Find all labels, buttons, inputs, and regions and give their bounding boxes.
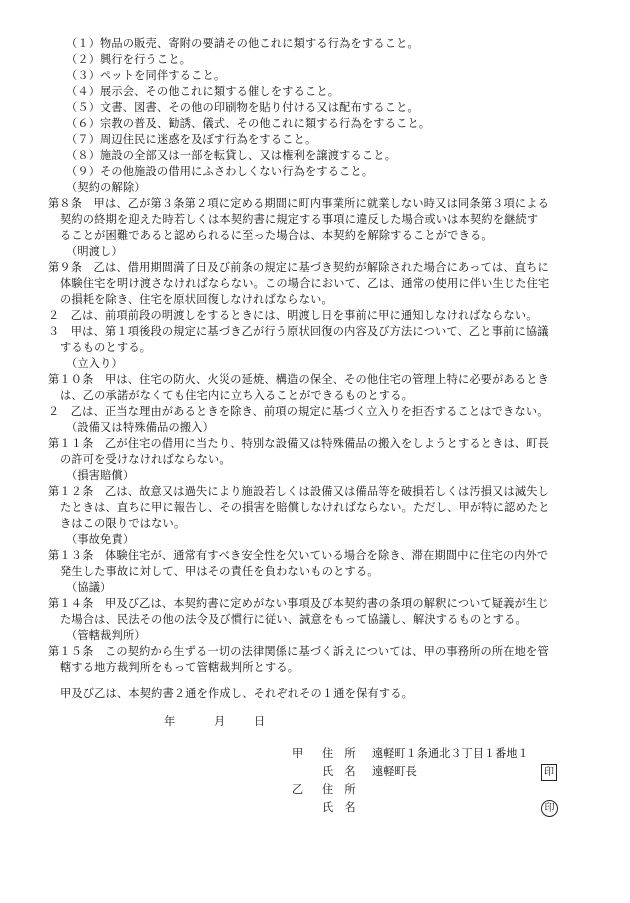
seal-square-icon: 印 [541, 764, 557, 781]
address-label: 住 所 [322, 783, 356, 796]
date-month: 月 [214, 715, 226, 728]
article-line: 第１２条 乙は、故意又は過失により施設若しくは設備又は備品等を破損若しくは汚損又は滅失し [48, 485, 550, 498]
list-item: （９）その他施設の借用にふさわしくない行為をすること。 [66, 165, 374, 178]
article-line: 轄する地方裁判所をもって管轄裁判所とする。 [60, 661, 300, 674]
list-item: （４）展示会、その他これに類する催しをすること。 [66, 85, 340, 98]
address-label: 住 所 [322, 747, 356, 760]
list-item: （８）施設の全部又は一部を転貸し、又は権利を譲渡すること。 [66, 149, 397, 162]
list-item: （６）宗教の普及、勧誘、儀式、その他これに類する行為をすること。 [66, 117, 431, 130]
list-item: （７）周辺住民に迷惑を及ぼす行為をすること。 [66, 133, 317, 146]
article-line: ることが困難であると認められるに至った場合は、本契約を解除することができる。 [60, 229, 493, 242]
article-line: 第１３条 体験住宅が、通常有すべき安全性を欠いている場合を除き、滞在期間中に住宅の内外で [48, 549, 549, 562]
article-line: ２ 乙は、正当な理由があるときを除き、前項の規定に基づく立入りを拒否することはできない。 [48, 405, 549, 418]
article-line: 第１１条 乙が住宅の借用に当たり、特別な設備又は特殊備品の搬入をしようとするときは、町長 [48, 437, 550, 450]
seal-circle-icon: 印 [541, 800, 558, 817]
section-heading: （協議） [66, 581, 112, 594]
section-heading: （損害賠償） [66, 469, 135, 482]
article-line: 第８条 甲は、乙が第３条第２項に定める期間に町内事業所に就業しない時又は同条第３項による [48, 197, 550, 210]
section-heading: （明渡し） [66, 245, 123, 258]
article-line: たときは、直ちに甲に報告し、その損害を賠償しなければならない。ただし、甲が特に認めたと [60, 501, 550, 514]
article-line: 体験住宅を明け渡さなければならない。この場合において、乙は、通常の使用に伴い生じた住宅 [60, 277, 550, 290]
article-line: た場合は、民法その他の法令及び慣行に従い、誠意をもって協議し、解決するものとする。 [60, 613, 527, 626]
article-line: 第１０条 甲は、住宅の防火、火災の延焼、構造の保全、その他住宅の管理上特に必要があるとき [48, 373, 550, 386]
article-line: 第１５条 この契約から生ずる一切の法律関係に基づく訴えについては、甲の事務所の所在地を管 [48, 645, 549, 658]
section-heading: （設備又は特殊備品の搬入） [66, 421, 215, 434]
article-line: の許可を受けなければならない。 [60, 453, 231, 466]
list-item: （１）物品の販売、寄附の要請その他これに類する行為をすること。 [66, 37, 419, 50]
name-label: 氏 名 [322, 801, 356, 814]
list-item: （２）興行を行うこと。 [66, 53, 192, 66]
section-heading: （事故免責） [66, 533, 135, 546]
date-year: 年 [164, 715, 176, 728]
list-item: （５）文書、図書、その他の印刷物を貼り付ける又は配布すること。 [66, 101, 419, 114]
section-heading: （管轄裁判所） [66, 629, 146, 642]
article-line: 第９条 乙は、借用期間満了日及び前条の規定に基づき契約が解除された場合にあっては、直ちに [48, 261, 549, 274]
party-a-address: 遠軽町１条通北３丁目１番地１ [372, 747, 529, 760]
article-line: ３ 甲は、第１項後段の規定に基づき乙が行う原状回復の内容及び方法について、乙と事前に協議 [48, 325, 549, 338]
article-line: するものとする。 [60, 341, 152, 354]
article-line: 発生した事故に対して、甲はその責任を負わないものとする。 [60, 565, 379, 578]
party-b-label: 乙 [292, 783, 304, 796]
section-heading: （立入り） [66, 357, 123, 370]
article-line: 第１４条 甲及び乙は、本契約書に定めがない事項及び本契約書の条項の解釈について疑義が生じ [48, 597, 549, 610]
party-a-name: 遠軽町長 [372, 765, 417, 778]
name-label: 氏 名 [322, 765, 356, 778]
article-line: 契約の終期を迎えた時若しくは本契約書に規定する事項に違反した場合或いは本契約を継続す [60, 213, 539, 226]
section-heading: （契約の解除） [66, 181, 146, 194]
list-item: （３）ペットを同伴すること。 [66, 69, 226, 82]
article-line: の損耗を除き、住宅を原状回復しなければならない。 [60, 293, 333, 306]
party-a-label: 甲 [292, 747, 304, 760]
date-day: 日 [254, 715, 266, 728]
article-line: ２ 乙は、前項前段の明渡しをするときには、明渡し日を事前に甲に通知しなければならない。 [48, 309, 538, 322]
closing-statement: 甲及び乙は、本契約書２通を作成し、それぞれその１通を保有する。 [60, 687, 414, 700]
article-line: は、乙の承諾がなくても住宅内に立ち入ることができるものとする。 [60, 389, 414, 402]
article-line: きはこの限りではない。 [60, 517, 186, 530]
